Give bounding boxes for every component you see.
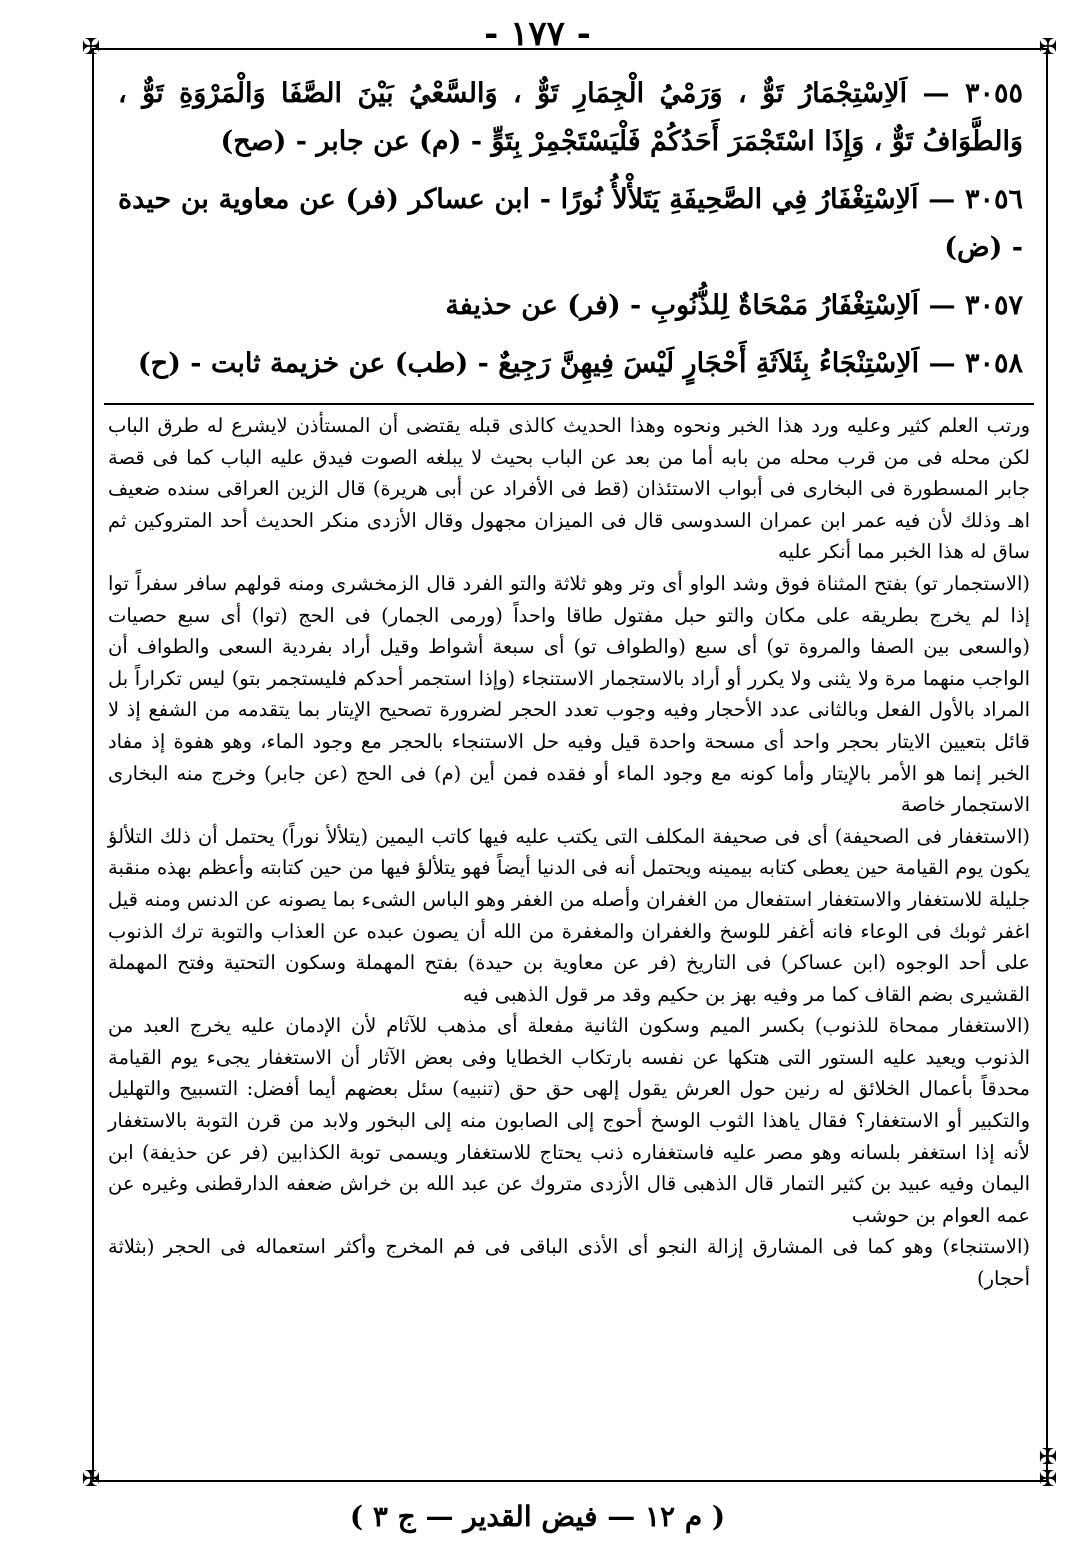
commentary-paragraph: (الاستغفار ممحاة للذنوب) بكسر الميم وسكون الثانية مفعلة أى مذهب للآثام لأن الإدمان عليه يخرج العبد من الذنوب ويعيد عليه الستور التى هتكها عن نفسه بارتكاب الخطايا وفى بعض الآثار أن الاستغفار يجىء يوم القيامة محدقاً بأعمال الخلائق له رنين حول العرش يقول إلهى حق حق (تنبيه) سئل بعضهم أيما أفضل: التسبيح والتهليل والتكبير أو الاستغفار؟ فقال ياهذا الثوب الوسخ أحوج إلى الصابون منه إلى البخور ولابد من قرن التوبة بالاستغفار لأنه إذا استغفر بلسانه وهو مصر عليه فاستغفاره ذنب يحتاج للاستغفار ويسمى توبة الكذابين (فر عن حذيفة) ابن اليمان وفيه عبيد بن كثير التمار قال الذهبى قال الأزدى متروك عن عبد الله بن خراش ضعفه الدارقطنى وغيره عن عمه العوام بن حوشب (108, 1014, 1030, 1227)
ornament-icon: ✠ (1038, 1445, 1058, 1470)
commentary-paragraph: (الاستغفار فى الصحيفة) أى فى صحيفة المكلف التى يكتب عليه فيها كاتب اليمين (يتلألأ نوراً) يحتمل أن ذلك التلألؤ يكون يوم القيامة حين يعطى كتابه بيمينه ويحتمل أنه فى الدنيا أيضاً فهو يتلألؤ فيها من حين كتابته وأعظم بهذه منقبة جليلة للاستغفار والاستغفار استفعال من الغفران وأصله من الغفر وهو الباس الشىء بما يصونه عن الدنس ومنه قيل اغفر ثوبك فى الوعاء فانه أغفر للوسخ والغفران والمغفرة من الله أن يصون عبده عن العذاب والتوبة ترك الذنوب على أحد الوجوه (ابن عساكر) فى التاريخ (فر عن معاوية بن حيدة) بفتح المهملة وسكون التحتية وفتح المهملة القشيرى بضم القاف كما مر وفيه بهز بن حكيم وقد مر قول الذهبى فيه (108, 824, 1030, 1006)
commentary-paragraph: ورتب العلم كثير وعليه ورد هذا الخبر ونحوه وهذا الحديث كالذى قبله يقتضى أن المستأذن لايشرع له طرق الباب لكن محله فى من قرب محله من بابه أما من بعد عن الباب بحيث لا يبلغه الصوت فيدق عليه الباب كما فى قصة جابر المسطورة فى البخارى فى أبواب الاستئذان (قط فى الأفراد عن أبى هريرة) قال الزين العراقى سنده ضعيف اهـ وذلك لأن فيه عمر ابن عمران السدوسى قال فى الميزان مجهول وقال الأزدى منكر الحديث أحد المتروكين ثم ساق له هذا الخبر مما أنكر عليه (108, 414, 1030, 564)
commentary-paragraph: (الاستجمار تو) بفتح المثناة فوق وشد الواو أى وتر وهو ثلاثة والتو الفرد قال الزمخشرى ومنه قولهم سافر سفراً توا إذا لم يخرج بطريقه على مكان والتو حبل مفتول طاقا واحداً (ورمى الجمار) فى الحج (توا) أى سبع حصيات (والسعى بين الصفا والمروة تو) أى سبع (والطواف تو) أى سبعة أشواط وقيل أراد بفردية السعى والطواف أن الواجب منهما مرة ولا يثنى ولا يكرر أو أراد بالاستجمار الاستنجاء (وإذا استجمر أحدكم فليستجمر بتو) ليس تكراراً بل المراد بالأول الفعل وبالثانى عدد الأحجار وفيه وجوب تعدد الحجر لضرورة تصحيح الإيتار بما يتقدمه من الشفع إذ لا قائل بتعيين الايتار بحجر واحد أى مسحة واحدة قيل وفيه حل الاستنجاء بالحجر مع وجود الماء، وهو هفوة إذ مفاد الخبر إنما هو الأمر بالإيتار وأما كونه مع وجود الماء أو فقده فمن أين (م) فى الحج (عن جابر) وخرج منه البخارى الاستجمار خاصة (108, 571, 1030, 817)
hadith-3057: ٣٠٥٧ — اَلاِسْتِغْفَارُ مَمْحَاةٌ لِلذُّنُوبِ - (فر) عن حذيفة (445, 290, 1023, 321)
page-number: - ١٧٧ - (484, 14, 591, 54)
hadith-3056: ٣٠٥٦ — اَلاِسْتِغْفَارُ فِي الصَّحِيفَةِ يَتَلأْلأُ نُورًا - ابن عساكر (فر) عن معاوية بن حيدة - (ض) (118, 184, 1023, 263)
ornament-icon: ✠ (81, 1467, 101, 1492)
hadith-list (118, 70, 1023, 398)
ornament-icon: ✠ (1038, 1467, 1058, 1492)
hadith-3055: ٣٠٥٥ — اَلاِسْتِجْمَارُ تَوٌّ ، وَرَمْيُ الْجِمَارِ تَوٌّ ، وَالسَّعْيُ بَيْنَ الصَّفَا وَالْمَرْوَةِ تَوٌّ ، وَالطَّوَافُ تَوٌّ ، وَإِذَا اسْتَجْمَرَ أَحَدُكُمْ فَلْيَسْتَجْمِرْ بِتَوٍّ - (م) عن جابر - (صح) (118, 78, 1023, 157)
section-divider (104, 403, 1034, 405)
hadith-3058: ٣٠٥٨ — اَلاِسْتِنْجَاءُ بِثَلاَثَةِ أَحْجَارٍ لَيْسَ فِيهِنَّ رَجِيعٌ - (طب) عن خزيمة ثابت - (ح) (137, 348, 1023, 379)
ornament-icon: ✠ (1038, 35, 1058, 60)
footer-signature: ( م ١٢ — فيض القدير — ج ٣ ) (349, 1500, 726, 1533)
frame-bottom-rule (92, 1480, 1048, 1482)
commentary-paragraph: (الاستنجاء) وهو كما فى المشارق إزالة النجو أى الأذى الباقى فى فم المخرج وأكثر استعماله فى الحجر (بثلاثة أحجار) (108, 1235, 1030, 1291)
frame-top-rule (92, 48, 1048, 50)
commentary (108, 410, 1030, 1295)
ornament-icon: ✠ (81, 35, 101, 60)
